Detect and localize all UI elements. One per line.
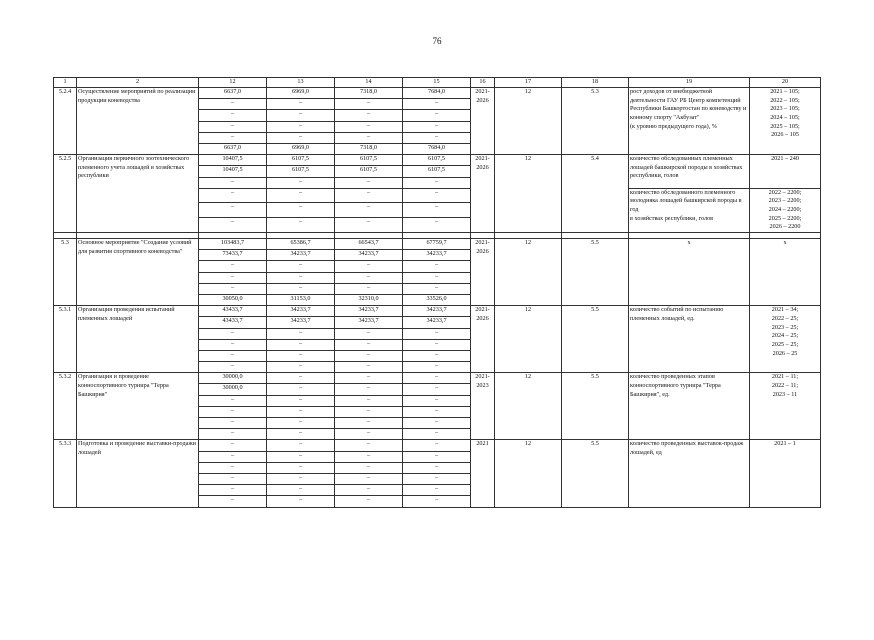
funding-value: – bbox=[403, 272, 471, 283]
col18-value: 5.5 bbox=[562, 373, 629, 440]
funding-value: 7318,0 bbox=[335, 88, 403, 99]
funding-value: 67759,7 bbox=[403, 239, 471, 250]
funding-value: – bbox=[335, 272, 403, 283]
funding-value: – bbox=[267, 132, 335, 143]
funding-value: – bbox=[267, 188, 335, 203]
funding-value: 6107,5 bbox=[403, 166, 471, 177]
funding-value: – bbox=[335, 218, 403, 233]
targets-secondary: 2022 – 2200; 2023 – 2200; 2024 – 2200; 2025 – 2200; 2026 – 2200 bbox=[750, 188, 821, 232]
funding-value: – bbox=[335, 99, 403, 110]
row-id: 5.3 bbox=[54, 239, 77, 306]
funding-value: – bbox=[199, 272, 267, 283]
funding-value: – bbox=[267, 462, 335, 473]
funding-value: – bbox=[403, 485, 471, 496]
funding-value: – bbox=[267, 328, 335, 339]
funding-value: 34233,7 bbox=[403, 250, 471, 261]
targets: 2021 – 1 bbox=[750, 440, 821, 507]
funding-value: – bbox=[267, 373, 335, 384]
header-cell: 20 bbox=[750, 78, 821, 88]
header-cell: 13 bbox=[267, 78, 335, 88]
funding-value: – bbox=[403, 373, 471, 384]
col17-value: 12 bbox=[495, 155, 562, 233]
funding-value: – bbox=[267, 406, 335, 417]
funding-value: 66543,7 bbox=[335, 239, 403, 250]
funding-value: – bbox=[199, 132, 267, 143]
funding-value: – bbox=[403, 395, 471, 406]
funding-value: – bbox=[267, 496, 335, 507]
funding-value: – bbox=[403, 203, 471, 218]
col17-value: 12 bbox=[495, 306, 562, 373]
funding-value: 34233,7 bbox=[267, 317, 335, 328]
funding-value: – bbox=[335, 261, 403, 272]
funding-value: 32310,0 bbox=[335, 294, 403, 305]
row-name: Осуществление мероприятий по реализации продукции коневодства bbox=[77, 88, 199, 155]
funding-value: – bbox=[335, 384, 403, 395]
funding-value: – bbox=[335, 373, 403, 384]
table-row bbox=[54, 373, 821, 384]
funding-value: – bbox=[403, 384, 471, 395]
funding-value: – bbox=[335, 177, 403, 188]
funding-value: 34233,7 bbox=[335, 250, 403, 261]
funding-value: – bbox=[335, 132, 403, 143]
funding-value: – bbox=[267, 440, 335, 451]
funding-value: 6107,5 bbox=[403, 155, 471, 166]
targets: 2021 – 105; 2022 – 105; 2023 – 105; 2024 – 105; 2025 – 105; 2026 – 105 bbox=[750, 88, 821, 155]
funding-value: – bbox=[335, 462, 403, 473]
funding-value: 30000,0 bbox=[199, 373, 267, 384]
funding-value: 7318,0 bbox=[335, 143, 403, 154]
row-id: 5.2.5 bbox=[54, 155, 77, 233]
funding-value: 6969,0 bbox=[267, 143, 335, 154]
funding-value: – bbox=[403, 110, 471, 121]
funding-value: – bbox=[403, 362, 471, 373]
funding-value: – bbox=[199, 203, 267, 218]
header-cell: 19 bbox=[629, 78, 750, 88]
col17-value: 12 bbox=[495, 440, 562, 507]
funding-value: – bbox=[199, 462, 267, 473]
funding-value: – bbox=[403, 99, 471, 110]
funding-value: 10407,5 bbox=[199, 166, 267, 177]
period: 2021- 2026 bbox=[471, 239, 495, 306]
funding-value: – bbox=[267, 451, 335, 462]
funding-value: 33526,0 bbox=[403, 294, 471, 305]
funding-value: – bbox=[267, 350, 335, 361]
table-row bbox=[54, 155, 821, 166]
funding-value: 65386,7 bbox=[267, 239, 335, 250]
funding-value: – bbox=[403, 451, 471, 462]
row-name: Подготовка и проведение выставки-продажи лошадей bbox=[77, 440, 199, 507]
funding-value: – bbox=[335, 188, 403, 203]
funding-value: – bbox=[199, 473, 267, 484]
funding-value: 31153,0 bbox=[267, 294, 335, 305]
funding-value: – bbox=[335, 418, 403, 429]
row-name: Организация проведения испытаний племенных лошадей bbox=[77, 306, 199, 373]
targets: 2021 – 240 bbox=[750, 155, 821, 189]
funding-value: 30000,0 bbox=[199, 384, 267, 395]
header-cell: 18 bbox=[562, 78, 629, 88]
funding-value: – bbox=[199, 395, 267, 406]
funding-value: – bbox=[267, 110, 335, 121]
indicator: количество обследованных племенных лошадей башкирской породы в хозяйствах республики, голов bbox=[629, 155, 750, 189]
header-cell: 14 bbox=[335, 78, 403, 88]
indicator: количество событий по испытанию племенных лошадей, ед. bbox=[629, 306, 750, 373]
funding-value: – bbox=[335, 429, 403, 440]
col18-value: 5.4 bbox=[562, 155, 629, 233]
funding-value: – bbox=[335, 283, 403, 294]
funding-value: – bbox=[403, 429, 471, 440]
period: 2021 bbox=[471, 440, 495, 507]
funding-value: – bbox=[267, 473, 335, 484]
funding-value: – bbox=[267, 362, 335, 373]
funding-value: – bbox=[199, 350, 267, 361]
header-row bbox=[54, 78, 821, 88]
funding-value: – bbox=[335, 121, 403, 132]
funding-value: – bbox=[199, 451, 267, 462]
col18-value: 5.5 bbox=[562, 440, 629, 507]
funding-value: 6107,5 bbox=[335, 155, 403, 166]
funding-value: – bbox=[403, 328, 471, 339]
funding-value: – bbox=[199, 362, 267, 373]
indicator-secondary: количество обследованного племенного молодняка лошадей башкирской породы в год в хозяйствах республики, голов bbox=[629, 188, 750, 232]
funding-value: – bbox=[267, 485, 335, 496]
funding-value: – bbox=[267, 429, 335, 440]
funding-value: – bbox=[267, 272, 335, 283]
funding-value: 6107,5 bbox=[335, 166, 403, 177]
funding-value: 7684,0 bbox=[403, 88, 471, 99]
funding-value: – bbox=[335, 362, 403, 373]
row-id: 5.3.1 bbox=[54, 306, 77, 373]
row-id: 5.3.2 bbox=[54, 373, 77, 440]
table-row bbox=[54, 306, 821, 317]
col18-value: 5.5 bbox=[562, 239, 629, 306]
funding-value: – bbox=[267, 339, 335, 350]
funding-value: – bbox=[267, 177, 335, 188]
funding-value: 73433,7 bbox=[199, 250, 267, 261]
row-id: 5.3.3 bbox=[54, 440, 77, 507]
funding-value: – bbox=[403, 188, 471, 203]
indicator: количество проведенных этапов конноспортивного турнира "Терра Башкирия", ед. bbox=[629, 373, 750, 440]
funding-value: 34233,7 bbox=[403, 306, 471, 317]
program-table bbox=[53, 77, 821, 508]
funding-value: 34233,7 bbox=[267, 250, 335, 261]
funding-value: 34233,7 bbox=[335, 317, 403, 328]
period: 2021- 2023 bbox=[471, 373, 495, 440]
targets: х bbox=[750, 239, 821, 306]
funding-value: – bbox=[199, 261, 267, 272]
funding-value: – bbox=[403, 177, 471, 188]
funding-value: 34233,7 bbox=[267, 306, 335, 317]
funding-value: – bbox=[403, 339, 471, 350]
funding-value: – bbox=[403, 121, 471, 132]
row-name: Основное мероприятие "Создание условий для развития спортивного коневодства" bbox=[77, 239, 199, 306]
header-cell: 17 bbox=[495, 78, 562, 88]
funding-value: – bbox=[403, 473, 471, 484]
funding-value: 6107,5 bbox=[267, 166, 335, 177]
period: 2021- 2026 bbox=[471, 306, 495, 373]
header-cell: 16 bbox=[471, 78, 495, 88]
indicator: количество проведенных выставок-продаж лошадей, ед bbox=[629, 440, 750, 507]
funding-value: – bbox=[267, 418, 335, 429]
funding-value: 6969,0 bbox=[267, 88, 335, 99]
funding-value: – bbox=[335, 395, 403, 406]
col17-value: 12 bbox=[495, 88, 562, 155]
funding-value: – bbox=[199, 418, 267, 429]
table-row bbox=[54, 88, 821, 99]
funding-value: – bbox=[267, 121, 335, 132]
funding-value: – bbox=[335, 328, 403, 339]
funding-value: – bbox=[267, 99, 335, 110]
funding-value: 6637,0 bbox=[199, 143, 267, 154]
funding-value: – bbox=[335, 473, 403, 484]
targets: 2021 – 34; 2022 – 25; 2023 – 25; 2024 – 25; 2025 – 25; 2026 – 25 bbox=[750, 306, 821, 373]
col18-value: 5.5 bbox=[562, 306, 629, 373]
funding-value: – bbox=[335, 451, 403, 462]
funding-value: – bbox=[403, 350, 471, 361]
funding-value: – bbox=[403, 261, 471, 272]
col17-value: 12 bbox=[495, 239, 562, 306]
funding-value: – bbox=[403, 440, 471, 451]
table-row bbox=[54, 239, 821, 250]
funding-value: – bbox=[199, 406, 267, 417]
funding-value: 10407,5 bbox=[199, 155, 267, 166]
funding-value: – bbox=[267, 218, 335, 233]
funding-value: – bbox=[199, 496, 267, 507]
funding-value: – bbox=[335, 485, 403, 496]
targets: 2021 – 11; 2022 – 11; 2023 – 11 bbox=[750, 373, 821, 440]
page-number: 76 bbox=[432, 36, 442, 46]
col18-value: 5.3 bbox=[562, 88, 629, 155]
header-cell: 15 bbox=[403, 78, 471, 88]
funding-value: – bbox=[267, 261, 335, 272]
funding-value: 43433,7 bbox=[199, 317, 267, 328]
header-cell: 12 bbox=[199, 78, 267, 88]
table-row bbox=[54, 440, 821, 451]
funding-value: – bbox=[199, 283, 267, 294]
funding-value: – bbox=[199, 485, 267, 496]
funding-value: – bbox=[199, 121, 267, 132]
funding-value: – bbox=[199, 177, 267, 188]
funding-value: – bbox=[335, 203, 403, 218]
funding-value: – bbox=[199, 218, 267, 233]
funding-value: – bbox=[199, 99, 267, 110]
funding-value: – bbox=[267, 384, 335, 395]
row-name: Организация и проведение конноспортивного турнира "Терра Башкирия" bbox=[77, 373, 199, 440]
funding-value: 34233,7 bbox=[335, 306, 403, 317]
funding-value: 6637,0 bbox=[199, 88, 267, 99]
period: 2021- 2026 bbox=[471, 155, 495, 233]
header-cell: 2 bbox=[77, 78, 199, 88]
funding-value: – bbox=[403, 218, 471, 233]
funding-value: – bbox=[267, 283, 335, 294]
funding-value: – bbox=[335, 440, 403, 451]
funding-value: 43433,7 bbox=[199, 306, 267, 317]
row-id: 5.2.4 bbox=[54, 88, 77, 155]
indicator: рост доходов от внебюджетной деятельности ГАУ РБ Центр компетенций Республики Башкортостан по коневодству и конному спорту "Акбузат" (к уровню предыдущего года), % bbox=[629, 88, 750, 155]
funding-value: – bbox=[403, 132, 471, 143]
funding-value: – bbox=[199, 440, 267, 451]
funding-value: – bbox=[199, 110, 267, 121]
table-body bbox=[54, 78, 821, 508]
funding-value: – bbox=[267, 395, 335, 406]
col17-value: 12 bbox=[495, 373, 562, 440]
funding-value: 7684,0 bbox=[403, 143, 471, 154]
funding-value: – bbox=[403, 283, 471, 294]
indicator: х bbox=[629, 239, 750, 306]
funding-value: – bbox=[335, 496, 403, 507]
funding-value: – bbox=[335, 110, 403, 121]
funding-value: – bbox=[335, 406, 403, 417]
funding-value: – bbox=[403, 462, 471, 473]
header-cell: 1 bbox=[54, 78, 77, 88]
funding-value: – bbox=[199, 339, 267, 350]
period: 2021- 2026 bbox=[471, 88, 495, 155]
funding-value: – bbox=[199, 328, 267, 339]
funding-value: – bbox=[267, 203, 335, 218]
funding-value: 6107,5 bbox=[267, 155, 335, 166]
funding-value: – bbox=[403, 418, 471, 429]
funding-value: 30050,0 bbox=[199, 294, 267, 305]
funding-value: – bbox=[335, 350, 403, 361]
funding-value: – bbox=[335, 339, 403, 350]
funding-value: 103483,7 bbox=[199, 239, 267, 250]
funding-value: – bbox=[199, 429, 267, 440]
funding-value: 34233,7 bbox=[403, 317, 471, 328]
funding-value: – bbox=[403, 496, 471, 507]
funding-value: – bbox=[199, 188, 267, 203]
row-name: Организация первичного зоотехнического племенного учета лошадей в хозяйствах республики bbox=[77, 155, 199, 233]
funding-value: – bbox=[403, 406, 471, 417]
